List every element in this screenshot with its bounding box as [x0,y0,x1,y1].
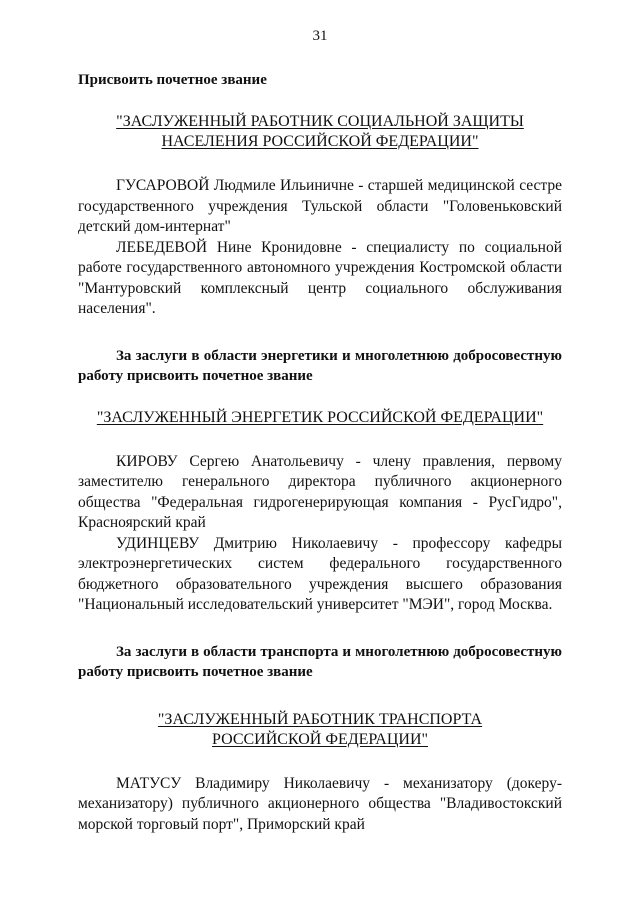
page-number: 31 [312,28,328,44]
award-section-energy [78,346,562,616]
award-title-line: "ЗАСЛУЖЕННЫЙ РАБОТНИК ТРАНСПОРТА [157,710,483,728]
awardee-details: Дмитрию Николаевичу - профессору кафедры электроэнергетических систем федерального государственного бюджетного образовательного учреждения высшего образования "Национальный исследовательский университет "МЭИ", город Москва. [78,534,562,613]
awardee-surname: УДИНЦЕВУ [116,534,200,552]
awardee-entry [78,176,562,238]
decree-text: Присвоить почетное звание [78,72,267,88]
award-title-line: РОССИЙСКОЙ ФЕДЕРАЦИИ" [211,730,429,748]
award-section-transport [78,642,562,836]
award-title-line: "ЗАСЛУЖЕННЫЙ РАБОТНИК СОЦИАЛЬНОЙ ЗАЩИТЫ [116,113,524,130]
awardee-entry [78,452,562,534]
awardee-surname: ЛЕБЕДЕВОЙ [116,238,208,256]
awardee-surname: КИРОВУ [116,452,178,470]
awardee-entry [78,534,562,616]
awardee-details: Владимиру Николаевичу - механизатору (докеру-механизатору) публичного акционерного общества "Владивостокский морской торговый порт", Приморский край [78,774,562,833]
award-title [78,710,562,750]
award-title [78,112,562,152]
award-title-line: НАСЕЛЕНИЯ РОССИЙСКОЙ ФЕДЕРАЦИИ" [161,133,479,150]
document-body [78,70,562,835]
decree-text: За заслуги в области транспорта и многолетнюю добросовестную работу присвоить почетное звание [78,643,562,680]
award-title-line: "ЗАСЛУЖЕННЫЙ ЭНЕРГЕТИК РОССИЙСКОЙ ФЕДЕРАЦИИ" [96,408,544,426]
awardee-surname: МАТУСУ [116,774,182,792]
decree-text: За заслуги в области энергетики и многолетнюю добросовестную работу присвоить почетное звание [78,347,562,384]
awardee-surname: ГУСАРОВОЙ [116,177,210,194]
awardee-entry [78,238,562,320]
awardee-details: Нине Кронидовне - специалисту по социальной работе государственного автономного учреждения Костромской области "Мантуровский комплексный центр социального обслуживания населения". [78,238,562,317]
award-title [78,408,562,428]
awardee-entry [78,774,562,836]
awardee-details: Сергею Анатольевичу - члену правления, первому заместителю генерального директора публичного акционерного общества "Федеральная гидрогенерирующая компания - РусГидро", Красноярский край [78,452,562,531]
awardee-details: Людмиле Ильиничне - старшей медицинской сестре государственного учреждения Тульской области "Головеньковский детский дом-интернат" [78,177,562,235]
award-section-social-protection [78,70,562,320]
